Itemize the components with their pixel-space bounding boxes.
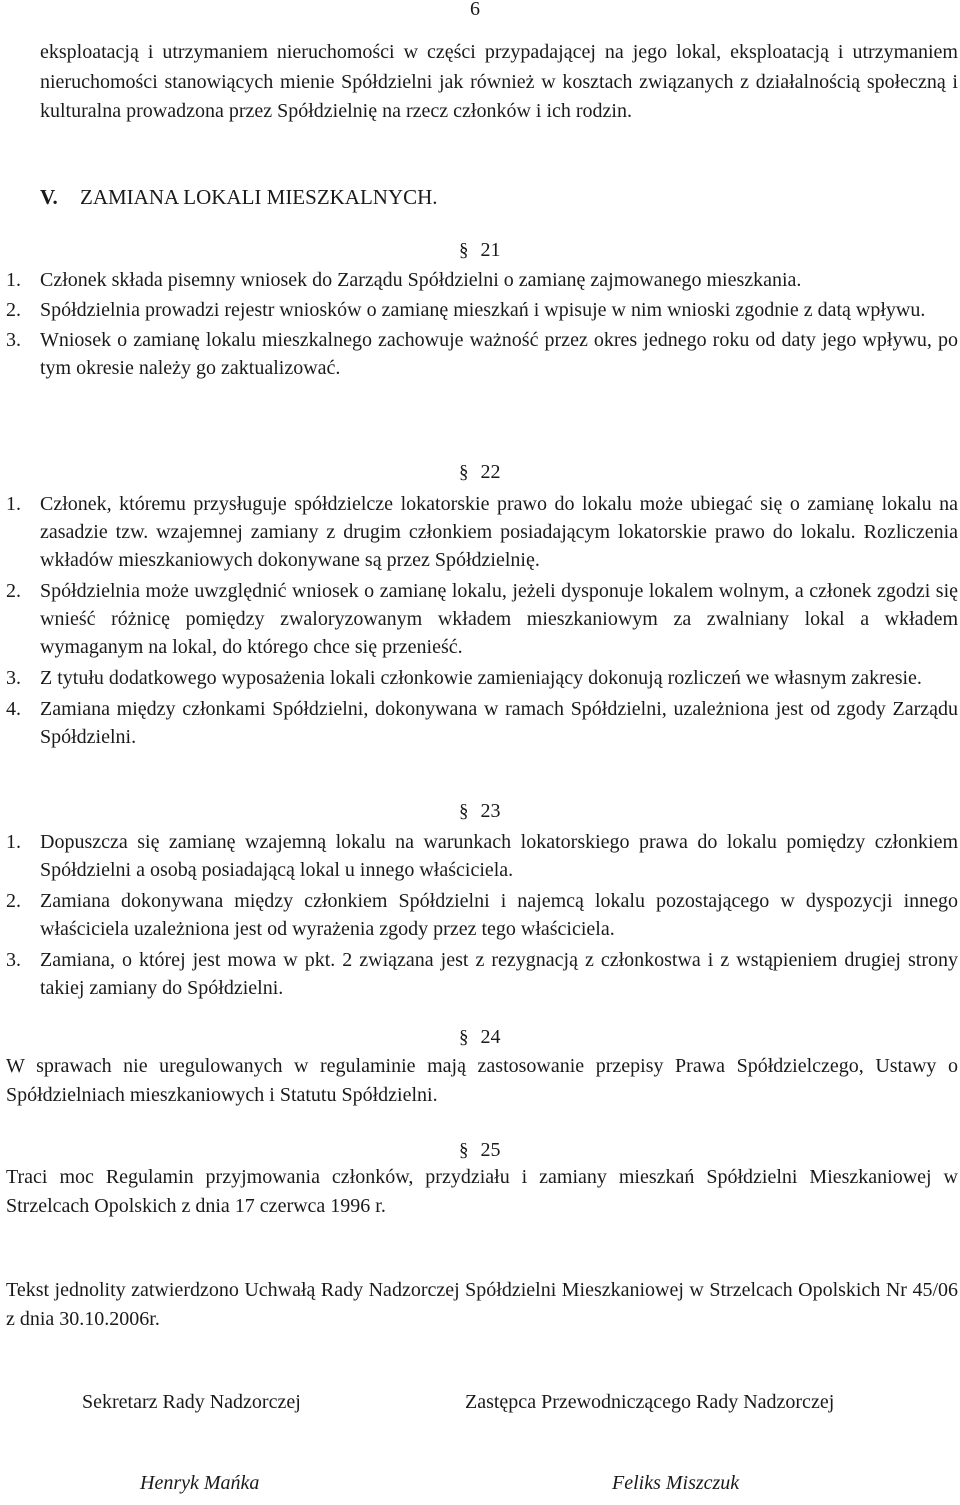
list-item xyxy=(6,946,958,1002)
item-number: 1. xyxy=(6,269,21,291)
paragraph-number: 21 xyxy=(480,239,501,261)
paragraph-sign: § xyxy=(459,240,469,261)
page-number: 6 xyxy=(470,0,480,20)
list-item xyxy=(6,266,958,294)
item-number: 1. xyxy=(6,831,21,853)
item-number: 3. xyxy=(6,949,21,971)
item-text: Członek, któremu przysługuje spółdzielcze lokatorskie prawo do lokalu może ubiegać się o zamianę lokalu na zasadzie tzw. wzajemnej zamiany z drugim członkiem posiadającym lokatorskie prawo do lokalu. Rozliczenia wkładów mieszkaniowych dokonywane są przez Spółdzielnię. xyxy=(40,493,958,571)
item-text: Dopuszcza się zamianę wzajemną lokalu na warunkach lokatorskiego prawa do lokalu pomiędzy członkiem Spółdzielni a osobą posiadającą lokal u innego właściciela. xyxy=(40,831,958,881)
list-item xyxy=(6,887,958,943)
paragraph-sign: § xyxy=(459,801,469,822)
paragraph-22-heading xyxy=(459,458,501,487)
paragraph-sign: § xyxy=(459,1027,469,1048)
item-number: 3. xyxy=(6,667,21,689)
item-number: 2. xyxy=(6,890,21,912)
paragraph-25-heading xyxy=(459,1136,501,1165)
item-number: 3. xyxy=(6,329,21,351)
paragraph-number: 22 xyxy=(480,461,501,483)
list-item xyxy=(6,577,958,661)
item-text: Spółdzielnia prowadzi rejestr wniosków o zamianę mieszkań i wpisuje w nim wnioski zgodnie z datą wpływu. xyxy=(40,299,926,321)
paragraph-number: 25 xyxy=(480,1139,501,1161)
closing-note: Tekst jednolity zatwierdzono Uchwałą Rady Nadzorczej Spółdzielni Mieszkaniowej w Strzelcach Opolskich Nr 45/06 z dnia 30.10.2006r. xyxy=(6,1279,958,1330)
item-number: 2. xyxy=(6,580,21,602)
paragraph-21-heading xyxy=(459,236,501,265)
paragraph-number: 23 xyxy=(480,800,501,822)
paragraph-25-text: Traci moc Regulamin przyjmowania członków, przydziału i zamiany mieszkań Spółdzielni Mieszkaniowej w Strzelcach Opolskich z dnia 17 czerwca 1996 r. xyxy=(6,1166,958,1217)
item-text: Z tytułu dodatkowego wyposażenia lokali członkowie zamieniający dokonują rozliczeń we własnym zakresie. xyxy=(40,667,922,689)
paragraph-23-list xyxy=(6,828,958,1002)
item-number: 4. xyxy=(6,698,21,720)
list-item xyxy=(6,828,958,884)
paragraph-24-text: W sprawach nie uregulowanych w regulaminie mają zastosowanie przepisy Prawa Spółdzielczego, Ustawy o Spółdzielniach mieszkaniowych i Statutu Spółdzielni. xyxy=(6,1055,958,1106)
item-text: Zamiana, o której jest mowa w pkt. 2 związana jest z rezygnacją z członkostwa i z wstąpieniem drugiej strony takiej zamiany do Spółdzielni. xyxy=(40,949,958,999)
item-number: 1. xyxy=(6,493,21,515)
item-text: Spółdzielnia może uwzględnić wniosek o zamianę lokalu, jeżeli dysponuje lokalem wolnym, a członek zgodzi się wnieść różnicę pomiędzy zwaloryzowanym wkładem mieszkaniowym za zwalniany lokal a wkładem wymaganym na lokal, do którego chce się przenieść. xyxy=(40,580,958,658)
list-item xyxy=(6,326,958,382)
list-item xyxy=(6,695,958,751)
list-item xyxy=(6,664,958,692)
item-text: Zamiana między członkami Spółdzielni, dokonywana w ramach Spółdzielni, uzależniona jest od zgody Zarządu Spółdzielni. xyxy=(40,698,958,748)
paragraph-sign: § xyxy=(459,462,469,483)
item-text: Zamiana dokonywana między członkiem Spółdzielni i najemcą lokalu pozostającego w dyspozycji innego właściciela uzależniona jest od wyrażenia zgody przez tego właściciela. xyxy=(40,890,958,940)
item-text: Wniosek o zamianę lokalu mieszkalnego zachowuje ważność przez okres jednego roku od daty jego wpływu, po tym okresie należy go zaktualizować. xyxy=(40,329,958,379)
paragraph-number: 24 xyxy=(480,1026,501,1048)
signature-left-title: Sekretarz Rady Nadzorczej xyxy=(82,1391,301,1413)
paragraph-21-list xyxy=(6,266,958,382)
item-text: Członek składa pisemny wniosek do Zarządu Spółdzielni o zamianę zajmowanego mieszkania. xyxy=(40,269,802,291)
section-title: ZAMIANA LOKALI MIESZKALNYCH. xyxy=(80,185,438,209)
section-heading xyxy=(40,183,438,211)
paragraph-sign: § xyxy=(459,1140,469,1161)
item-number: 2. xyxy=(6,299,21,321)
section-number: V. xyxy=(40,185,58,209)
intro-paragraph: eksploatacją i utrzymaniem nieruchomości w części przypadającej na jego lokal, eksploatacją i utrzymaniem nieruchomości stanowiących mienie Spółdzielni jak również w kosztach związanych z działalnością społeczną i kulturalna prowadzona przez Spółdzielnię na rzecz członków i ich rodzin. xyxy=(40,41,958,122)
signature-right-title: Zastępca Przewodniczącego Rady Nadzorczej xyxy=(465,1391,835,1413)
signature-right-name: Feliks Miszczuk xyxy=(612,1472,740,1494)
list-item xyxy=(6,296,958,324)
list-item xyxy=(6,490,958,574)
paragraph-24-heading xyxy=(459,1023,501,1052)
paragraph-22-list xyxy=(6,490,958,751)
signature-left-name: Henryk Mańka xyxy=(140,1472,260,1494)
paragraph-23-heading xyxy=(459,797,501,826)
